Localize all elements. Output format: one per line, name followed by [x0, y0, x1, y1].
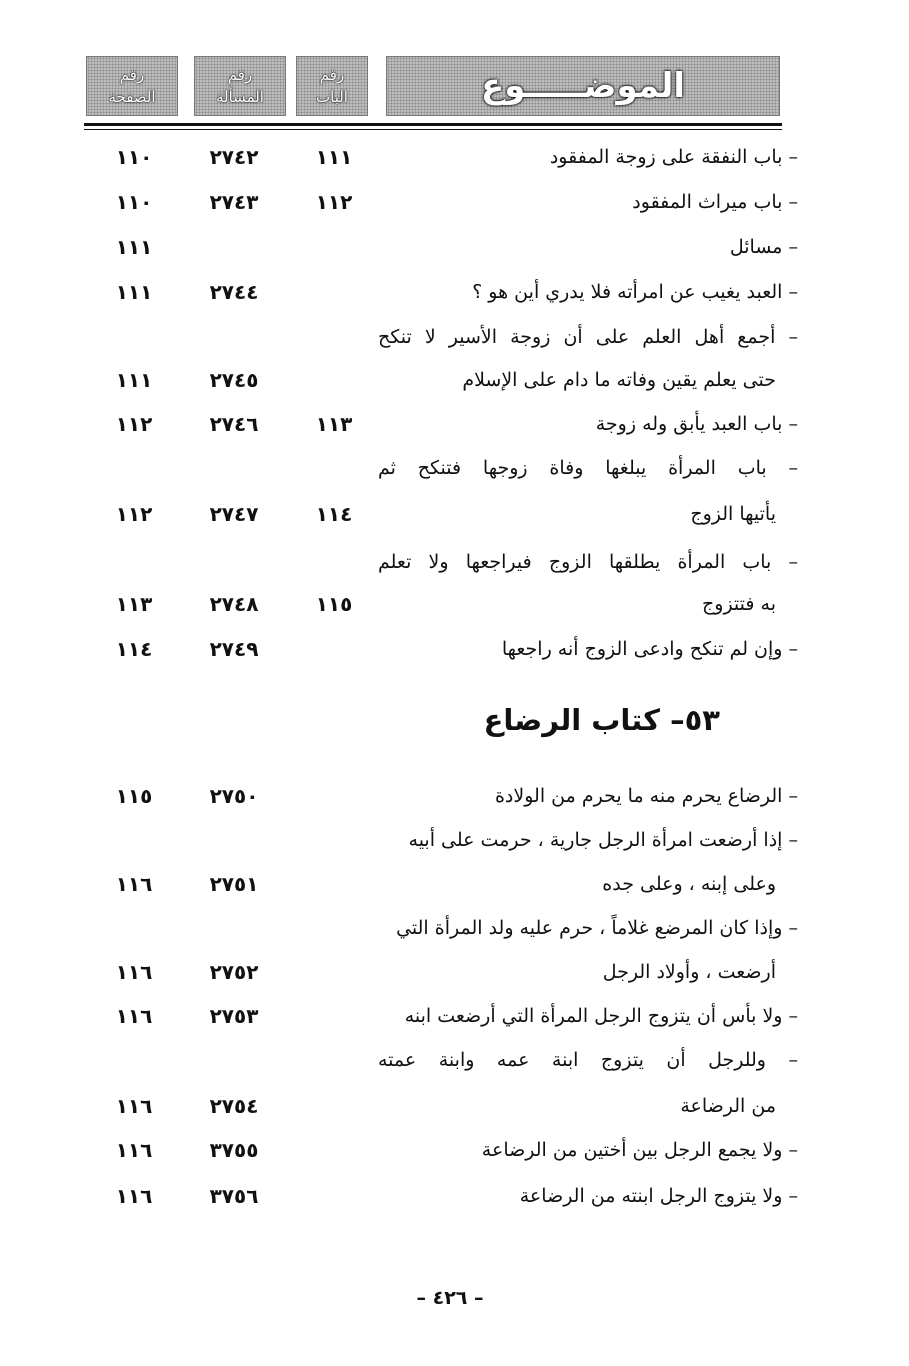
issue-number [194, 1036, 274, 1084]
issue-number: ٢٧٤٩ [209, 637, 259, 661]
header-page-line1: رقم [119, 66, 145, 84]
table-row [84, 1082, 798, 1130]
table-row [84, 625, 798, 673]
header-bab-line1: رقم [319, 66, 345, 84]
issue-number [194, 444, 274, 492]
topic-text: – الرضاع يحرم منه ما يحرم من الولادة [494, 785, 798, 807]
page-number: ١١٦ [115, 960, 153, 984]
topic-text: – باب ميراث المفقود [632, 191, 798, 213]
table-row [84, 400, 798, 448]
table-row [84, 1126, 798, 1174]
topic-text: – باب المرأة يبلغها وفاة زوجها فتنكح ثم [378, 457, 798, 479]
topic-text: – إذا أرضعت امرأة الرجل جارية ، حرمت على أبيه [408, 829, 798, 851]
header-issue-number [194, 56, 286, 116]
issue-number: ٢٧٥٤ [209, 1094, 259, 1118]
bab-number [294, 538, 374, 586]
header-issue-line2: المسألة [216, 88, 264, 106]
bab-number [294, 223, 374, 271]
page-number: ١١٦ [115, 1004, 153, 1028]
page-number: ١١٠ [115, 190, 153, 214]
table-row [84, 816, 798, 864]
header-bab-line2: الباب [316, 88, 348, 106]
topic-text: – باب المرأة يطلقها الزوج فيراجعها ولا تعلم [378, 551, 798, 573]
topic-text: وعلى إبنه ، وعلى جده [602, 873, 776, 895]
bab-number [294, 268, 374, 316]
bab-number: ١١٤ [315, 502, 353, 526]
topic-text: – ولا يجمع الرجل بين أختين من الرضاعة [481, 1139, 798, 1161]
bab-number: ١١٥ [315, 592, 353, 616]
bab-number [294, 313, 374, 361]
issue-number: ٣٧٥٦ [209, 1184, 259, 1208]
page-number: ١١٠ [115, 145, 153, 169]
issue-number [194, 538, 274, 586]
issue-number: ٢٧٤٧ [209, 502, 259, 526]
issue-number [194, 313, 274, 361]
page-number: ١١٦ [115, 1094, 153, 1118]
issue-number [194, 223, 274, 271]
issue-number [194, 816, 274, 864]
bab-number [294, 356, 374, 404]
page-number: ١١٢ [115, 412, 153, 436]
table-row [84, 904, 798, 952]
page-number: ١١٦ [115, 1184, 153, 1208]
page-number [94, 1036, 174, 1084]
table-row [84, 538, 798, 586]
topic-text: به فتتزوج [702, 593, 776, 615]
table-row [84, 860, 798, 908]
header-page-line2: الصفحة [108, 88, 156, 106]
issue-number: ٢٧٤٤ [209, 280, 259, 304]
table-row [84, 313, 798, 361]
page-number: ١١١ [115, 368, 153, 392]
table-row [84, 133, 798, 181]
page-number: ١١١ [115, 280, 153, 304]
page-number [94, 538, 174, 586]
page-number [94, 816, 174, 864]
page-number: ١١٤ [115, 637, 153, 661]
issue-number: ٢٧٥٣ [209, 1004, 259, 1028]
header-bab-number [296, 56, 368, 116]
table-row [84, 268, 798, 316]
page-number: ١١١ [115, 235, 153, 259]
table-row [84, 223, 798, 271]
topic-text: – باب العبد يأبق وله زوجة [595, 413, 798, 435]
topic-text: – أجمع أهل العلم على أن زوجة الأسير لا تنكح [378, 326, 798, 348]
table-row [84, 772, 798, 820]
table-row [84, 992, 798, 1040]
bab-number: ١١١ [315, 145, 353, 169]
issue-number: ٢٧٥٢ [209, 960, 259, 984]
issue-number [194, 904, 274, 952]
issue-number: ٢٧٥١ [209, 872, 259, 896]
topic-text: – وإن لم تنكح وادعى الزوج أنه راجعها [501, 638, 798, 660]
topic-text: – ولا بأس أن يتزوج الرجل المرأة التي أرضعت ابنه [404, 1005, 798, 1027]
table-row [84, 580, 798, 628]
bab-number: ١١٢ [315, 190, 353, 214]
topic-text: يأتيها الزوج [690, 503, 776, 525]
page-number: ١١٦ [115, 872, 153, 896]
issue-number: ٢٧٤٨ [209, 592, 259, 616]
issue-number: ٢٧٤٦ [209, 412, 259, 436]
table-row [84, 178, 798, 226]
bab-number [294, 625, 374, 673]
section-title: ٥٣– كتاب الرضاع [483, 703, 720, 737]
footer-page-number: – ٤٢٦ – [416, 1287, 484, 1309]
topic-text: – وإذا كان المرضع غلاماً ، حرم عليه ولد المرأة التي [396, 917, 798, 939]
topic-text: – باب النفقة على زوجة المفقود [549, 146, 798, 168]
topic-text: – مسائل [729, 236, 798, 258]
topic-text: – العبد يغيب عن امرأته فلا يدري أين هو ؟ [472, 281, 798, 303]
topic-text: – وللرجل أن يتزوج ابنة عمه وابنة عمته [378, 1049, 798, 1071]
bab-number: ١١٣ [315, 412, 353, 436]
table-row [84, 490, 798, 538]
topic-text: أرضعت ، وأولاد الرجل [602, 961, 776, 983]
page-number: ١١٢ [115, 502, 153, 526]
issue-number: ٢٧٤٥ [209, 368, 259, 392]
page-number [94, 313, 174, 361]
page-number: ١١٦ [115, 1138, 153, 1162]
page-number: ١١٣ [115, 592, 153, 616]
table-row [84, 1172, 798, 1220]
issue-number: ٢٧٤٣ [209, 190, 259, 214]
topic-text: من الرضاعة [680, 1095, 776, 1117]
bab-number [294, 444, 374, 492]
header-rule-thick [84, 123, 782, 126]
issue-number: ٢٧٥٠ [209, 784, 259, 808]
issue-number: ٣٧٥٥ [209, 1138, 259, 1162]
table-row [84, 444, 798, 492]
page-number: ١١٥ [115, 784, 153, 808]
header-rule-thin [84, 129, 782, 130]
issue-number: ٢٧٤٢ [209, 145, 259, 169]
table-row [84, 1036, 798, 1084]
table-row [84, 356, 798, 404]
page-number [94, 904, 174, 952]
header-issue-line1: رقم [227, 66, 253, 84]
topic-text: حتى يعلم يقين وفاته ما دام على الإسلام [462, 369, 776, 391]
header-page-number [86, 56, 178, 116]
page-number [94, 444, 174, 492]
topic-text: – ولا يتزوج الرجل ابنته من الرضاعة [519, 1185, 798, 1207]
table-row [84, 948, 798, 996]
header-topic: الموضـــــوع [386, 56, 780, 116]
